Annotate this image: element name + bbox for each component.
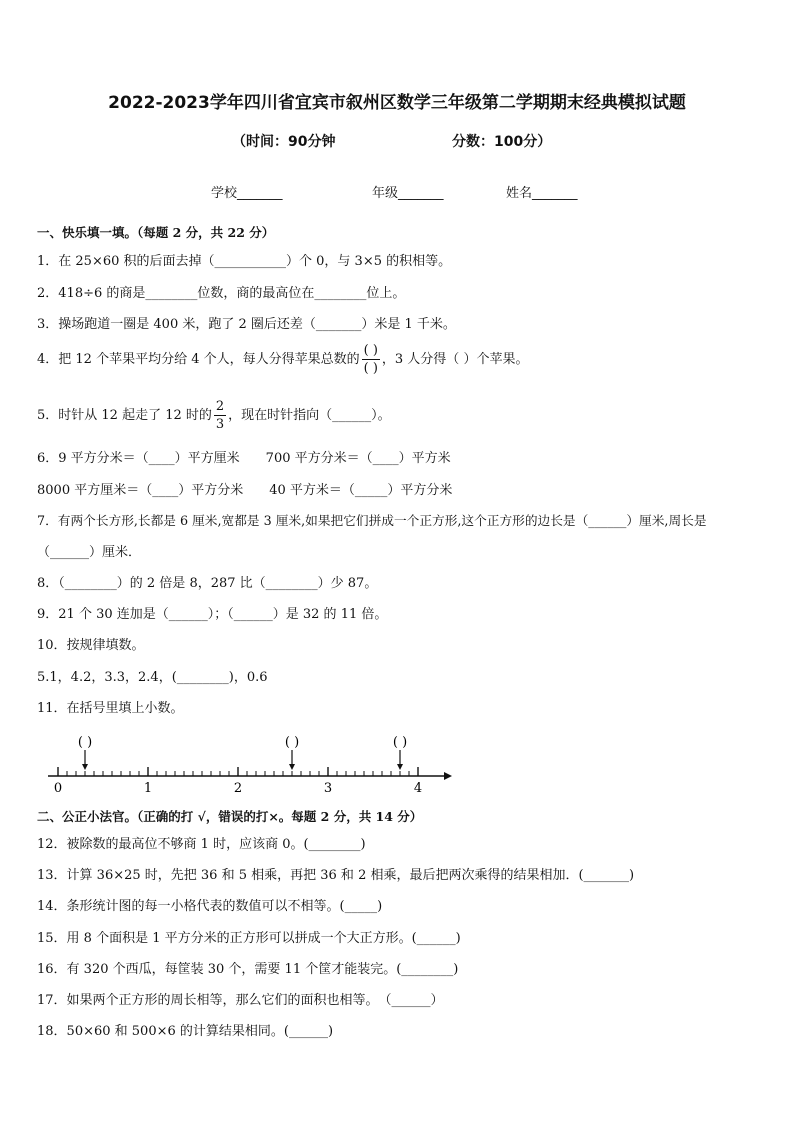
pointer-arrowhead-icon — [82, 764, 88, 770]
number-line-label: 2 — [233, 781, 243, 796]
number-line-label: 3 — [323, 781, 333, 796]
number-line-label: 4 — [413, 781, 423, 796]
exam-time: （时间：90分钟 — [232, 134, 336, 150]
question-6-line-1[interactable]: 6．9 平方分米＝（____）平方厘米 700 平方分米＝（____）平方米 — [37, 451, 451, 466]
question-14[interactable]: 14．条形统计图的每一小格代表的数值可以不相等。(_____) — [37, 899, 383, 914]
question-12[interactable]: 12．被除数的最高位不够商 1 时，应该商 0。(________) — [37, 837, 366, 852]
school-field[interactable]: 学校_______ — [211, 186, 283, 201]
number-line-label: 1 — [143, 781, 153, 796]
page-title: 2022-2023学年四川省宜宾市叙州区数学三年级第二学期期末经典模拟试题 — [108, 93, 686, 113]
question-11: 11．在括号里填上小数。 — [37, 701, 184, 716]
exam-score: 分数：100分） — [452, 134, 552, 150]
question-18[interactable]: 18．50×60 和 500×6 的计算结果相同。(______) — [37, 1024, 334, 1039]
fraction-numerator: 2 — [215, 399, 225, 414]
question-4-text-a: 4．把 12 个苹果平均分给 4 个人，每人分得苹果总数的 — [37, 352, 360, 367]
question-7-line-2[interactable]: （______）厘米． — [37, 545, 142, 560]
section-1-heading: 一、快乐填一填。（每题 2 分，共 22 分） — [37, 225, 275, 240]
question-3[interactable]: 3．操场跑道一圈是 400 米，跑了 2 圈后还差（_______）米是 1 千米。 — [37, 317, 456, 332]
question-1[interactable]: 1．在 25×60 积的后面去掉（___________）个 0，与 3×5 的积相等。 — [37, 254, 452, 269]
name-field[interactable]: 姓名_______ — [506, 186, 578, 201]
fraction-denominator: 3 — [215, 417, 225, 432]
question-4-text-b: ，3 人分得（ ）个苹果。 — [381, 352, 529, 367]
question-10: 10．按规律填数。 — [37, 638, 145, 653]
pointer-arrowhead-icon — [289, 764, 295, 770]
question-15[interactable]: 15．用 8 个面积是 1 平方分米的正方形可以拼成一个大正方形。(______) — [37, 931, 461, 946]
question-4-fraction[interactable] — [362, 344, 380, 375]
question-13[interactable]: 13．计算 36×25 时，先把 36 和 5 相乘，再把 36 和 2 相乘，最后把两次乘得的结果相加．(_______) — [37, 868, 635, 883]
question-4[interactable] — [37, 344, 528, 375]
question-5[interactable] — [37, 400, 391, 431]
question-5-text-a: 5．时针从 12 起走了 12 时的 — [37, 408, 212, 423]
answer-bracket[interactable]: ( ) — [77, 735, 93, 750]
question-17[interactable]: 17．如果两个正方形的周长相等，那么它们的面积也相等。 （______） — [37, 993, 444, 1008]
fraction-denominator[interactable]: ( ) — [363, 361, 378, 376]
answer-bracket[interactable]: ( ) — [392, 735, 408, 750]
pointer-arrowhead-icon — [397, 764, 403, 770]
question-2[interactable]: 2．418÷6 的商是________位数，商的最高位在________位上。 — [37, 286, 406, 301]
number-line-arrow-icon — [444, 772, 452, 780]
question-8[interactable]: 8．（________）的 2 倍是 8，287 比（________）少 87。 — [37, 576, 378, 591]
question-10-sequence[interactable]: 5.1，4.2，3.3，2.4，(________)，0.6 — [37, 670, 268, 685]
number-line-label: 0 — [53, 781, 63, 796]
question-7-line-1[interactable]: 7．有两个长方形,长都是 6 厘米,宽都是 3 厘米,如果把它们拼成一个正方形,这个正方形的边长是（______）厘米,周长是 — [37, 513, 707, 528]
question-9[interactable]: 9．21 个 30 连加是（______）；（______）是 32 的 11 倍。 — [37, 607, 388, 622]
fraction-numerator[interactable]: ( ) — [363, 343, 378, 358]
answer-bracket[interactable]: ( ) — [284, 735, 300, 750]
question-16[interactable]: 16．有 320 个西瓜，每筐装 30 个，需要 11 个筐才能装完。(________) — [37, 962, 459, 977]
question-5-text-b: ，现在时针指向（______）。 — [228, 408, 391, 423]
section-2-heading: 二、公正小法官。（正确的打 √，错误的打×。每题 2 分，共 14 分） — [37, 809, 423, 824]
question-6-line-2[interactable]: 8000 平方厘米＝（____）平方分米 40 平方米＝（_____）平方分米 — [37, 483, 453, 498]
number-line — [40, 730, 460, 798]
grade-field[interactable]: 年级_______ — [372, 186, 444, 201]
question-5-fraction — [214, 400, 226, 431]
